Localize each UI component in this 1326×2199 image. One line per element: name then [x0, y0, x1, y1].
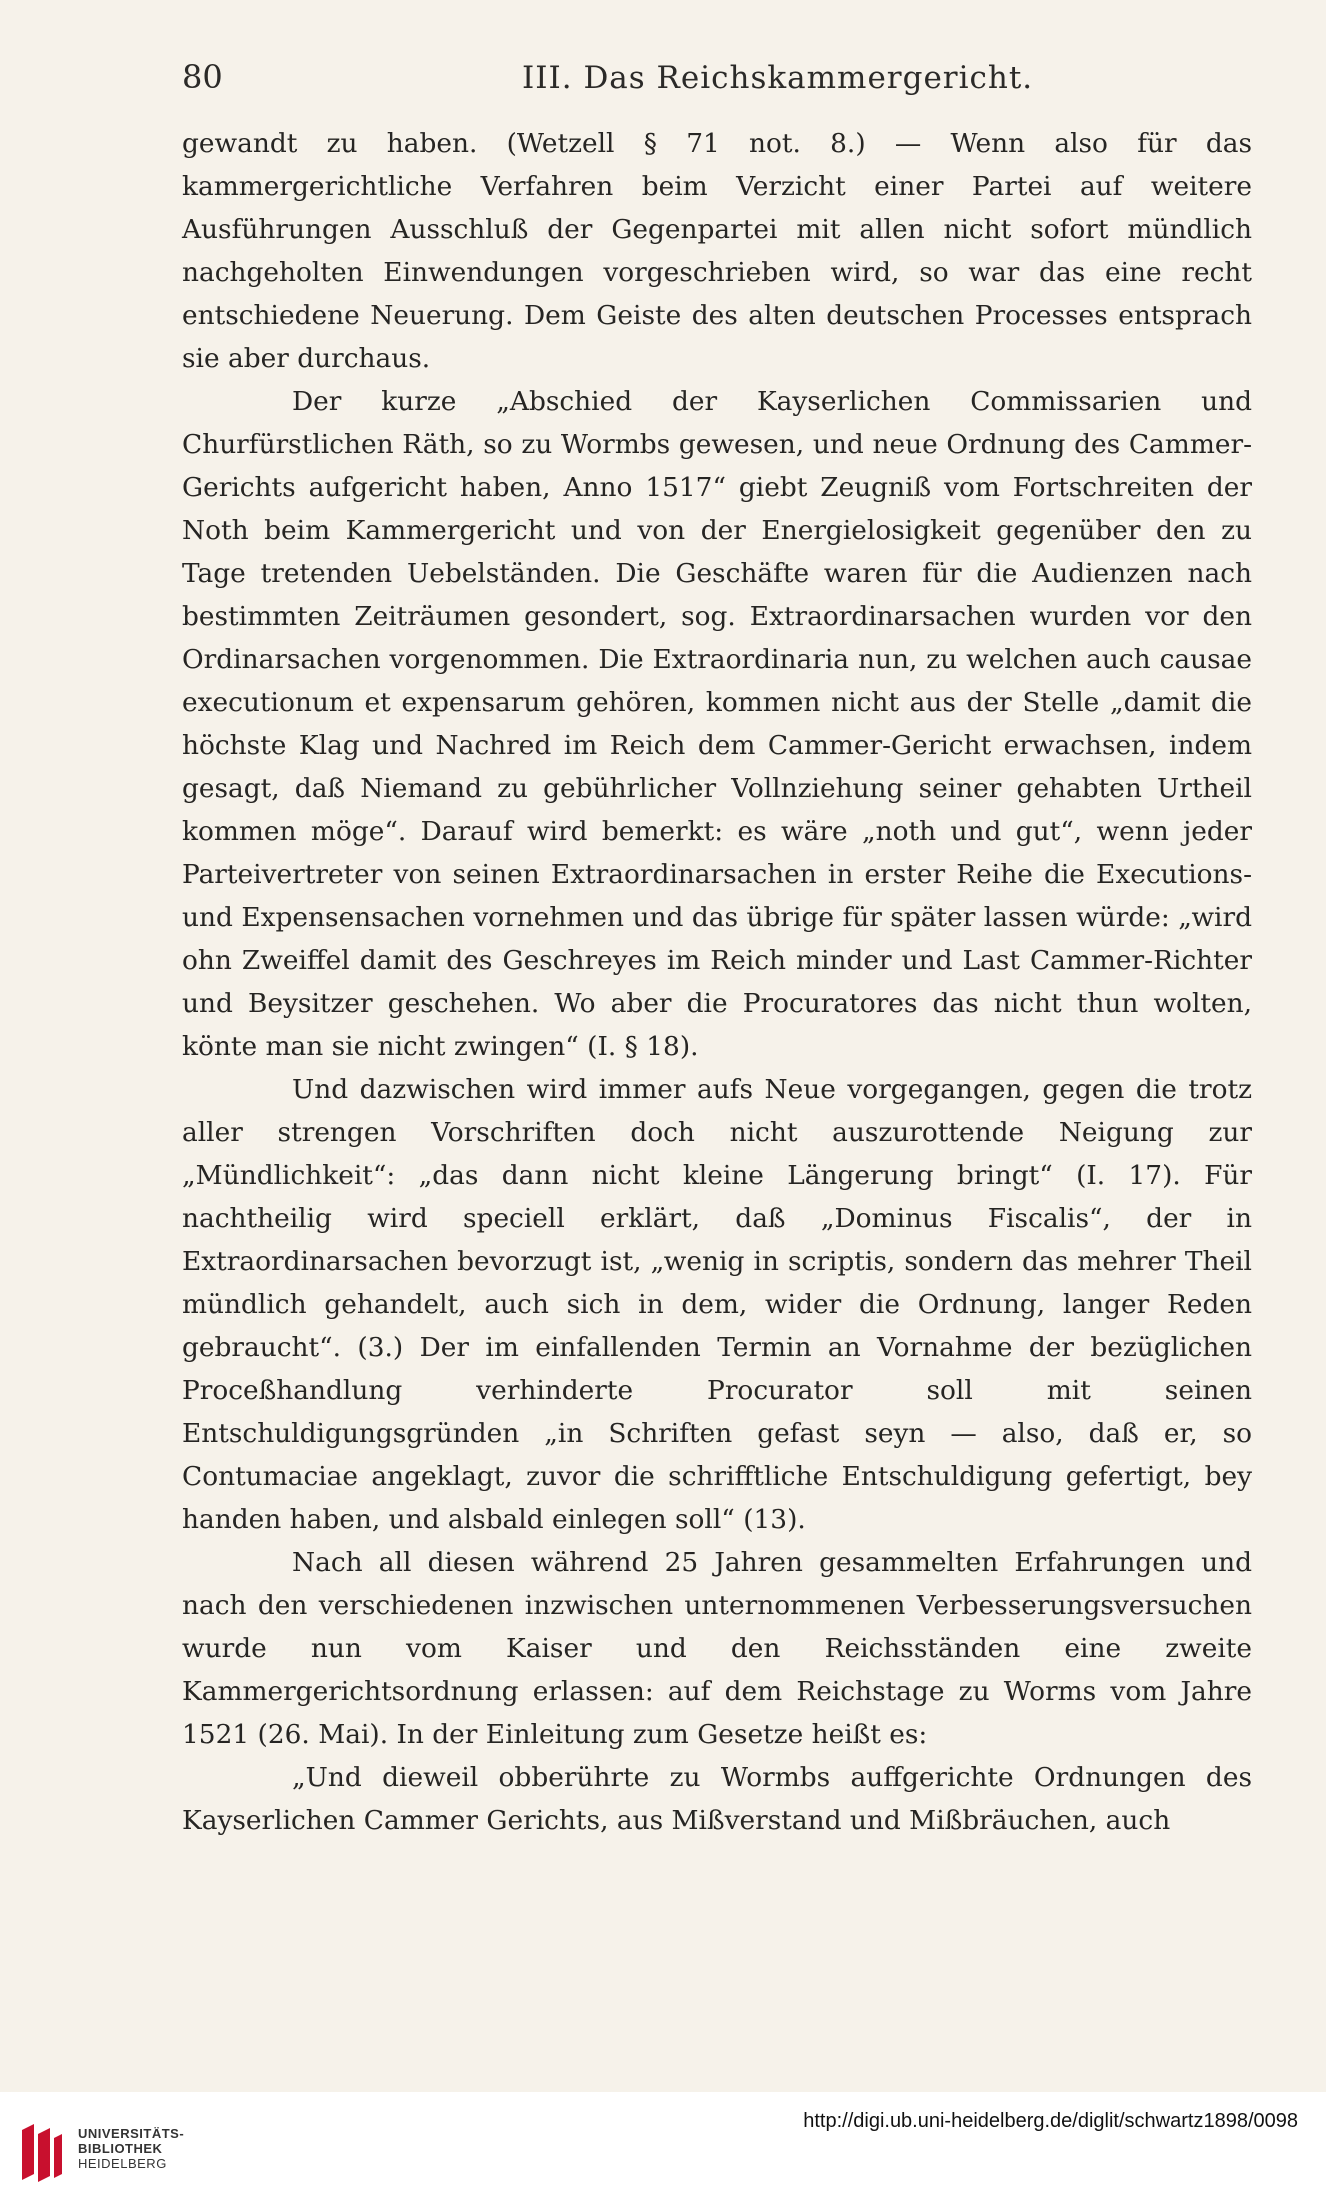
- library-name-line: HEIDELBERG: [78, 2156, 167, 2171]
- paragraph: Der kurze „Abschied der Kayserlichen Commissarien und Churfürstlichen Räth, so zu Wormbs gewesen, und neue Ordnung des Cammer-Gerichts aufgericht haben, Anno 1517“ giebt Zeugniß vom Fortschreiten der Noth beim Kammergericht und von der Energielosigkeit gegenüber den zu Tage tretenden Uebelständen. Die Geschäfte waren für die Audienzen nach bestimmten Zeiträumen gesondert, sog. Extraordinarsachen wurden vor den Ordinarsachen vorgenommen. Die Extraordinaria nun, zu welchen auch causae executionum et expensarum gehören, kommen nicht aus der Stelle „damit die höchste Klag und Nachred im Reich dem Cammer-Gericht erwachsen, indem gesagt, daß Niemand zu gebührlicher Vollnziehung seiner gehabten Urtheil kommen möge“. Darauf wird bemerkt: es wäre „noth und gut“, wenn jeder Parteivertreter von seinen Extraordinarsachen in erster Reihe die Executions- und Expensensachen vornehmen und das übrige für später lassen würde: „wird ohn Zweiffel damit des Geschreyes im Reich minder und Last Cammer-Richter und Beysitzer geschehen. Wo aber die Procuratores das nicht thun wolten, könte man sie nicht zwingen“ (I. § 18).: [182, 386, 1252, 1062]
- page-header: [182, 58, 1252, 104]
- body-text: [182, 122, 1252, 1982]
- library-logo-icon: [14, 2120, 66, 2188]
- running-head: III. Das Reichskammergericht.: [522, 60, 1034, 96]
- paragraph: Nach all diesen während 25 Jahren gesammelten Erfahrungen und nach den verschiedenen inzwischen unternommenen Verbesserungsversuchen wurde nun vom Kaiser und den Reichsständen eine zweite Kammergerichtsordnung erlassen: auf dem Reichstage zu Worms vom Jahre 1521 (26. Mai). In der Einleitung zum Gesetze heißt es:: [182, 1547, 1252, 1750]
- paragraph: gewandt zu haben. (Wetzell § 71 not. 8.) — Wenn also für das kammergerichtliche Verfahren beim Verzicht einer Partei auf weitere Ausführungen Ausschluß der Gegenpartei mit allen nicht sofort mündlich nachgeholten Einwendungen vorgeschrieben wird, so war das eine recht entschiedene Neuerung. Dem Geiste des alten deutschen Processes entsprach sie aber durchaus.: [182, 128, 1252, 374]
- paragraph: „Und dieweil obberührte zu Wormbs auffgerichte Ordnungen des Kayserlichen Cammer Gerichts, aus Mißverstand und Mißbräuchen, auch: [182, 1762, 1252, 1836]
- page-number: 80: [182, 58, 223, 96]
- library-name: [78, 2126, 184, 2171]
- library-name-line: BIBLIOTHEK: [78, 2141, 163, 2156]
- paragraph: Und dazwischen wird immer aufs Neue vorgegangen, gegen die trotz aller strengen Vorschriften doch nicht auszurottende Neigung zur „Mündlichkeit“: „das dann nicht kleine Längerung bringt“ (I. 17). Für nachtheilig wird speciell erklärt, daß „Dominus Fiscalis“, der in Extraordinarsachen bevorzugt ist, „wenig in scriptis, sondern das mehrer Theil mündlich gehandelt, auch sich in dem, wider die Ordnung, langer Reden gebraucht“. (3.) Der im einfallenden Termin an Vornahme der bezüglichen Proceßhandlung verhinderte Procurator soll mit seinen Entschuldigungsgründen „in Schriften gefast seyn — also, daß er, so Contumaciae angeklagt, zuvor die schrifftliche Entschuldigung gefertigt, bey handen haben, und alsbald einlegen soll“ (13).: [182, 1074, 1252, 1535]
- library-name-line: UNIVERSITÄTS-: [78, 2126, 185, 2141]
- source-url-link[interactable]: http://digi.ub.uni-heidelberg.de/diglit/schwartz1898/0098: [803, 2110, 1298, 2132]
- footer-bar: [0, 2092, 1326, 2199]
